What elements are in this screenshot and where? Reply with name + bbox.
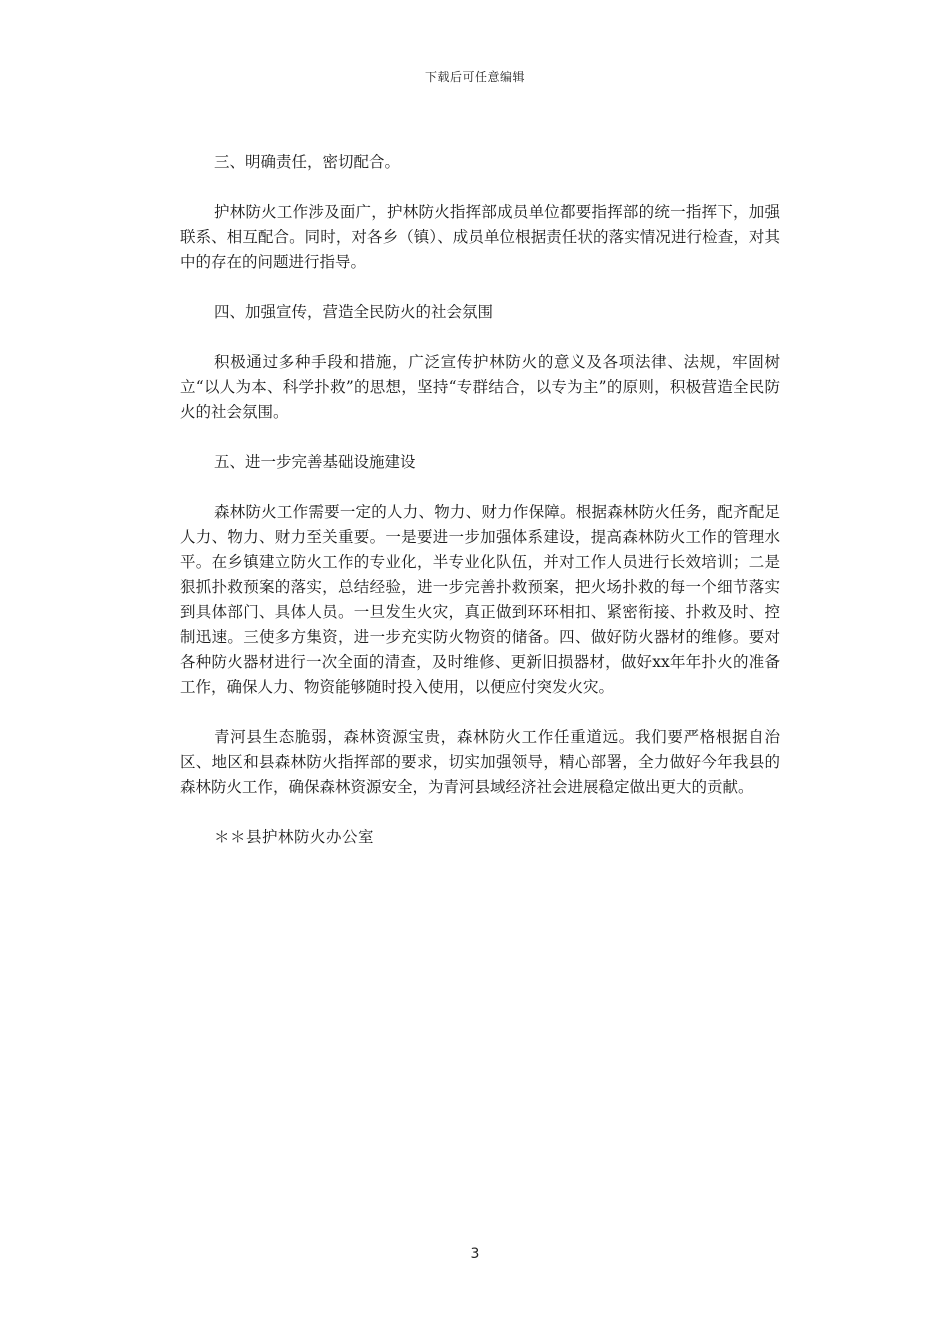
closing-paragraph: 青河县生态脆弱，森林资源宝贵，森林防火工作任重道远。我们要严格根据自治区、地区和县森林防火指挥部的要求，切实加强领导，精心部署，全力做好今年我县的森林防火工作，确保森林资源安全，为青河县域经济社会进展稳定做出更大的贡献。 [180, 728, 780, 796]
signature: ＊＊县护林防火办公室 [214, 828, 375, 846]
page-number: 3 [470, 1246, 480, 1262]
section-heading: 四、加强宣传，营造全民防火的社会氛围 [214, 303, 494, 321]
section-heading: 五、进一步完善基础设施建设 [214, 453, 416, 471]
page-header: 下载后可任意编辑 [424, 70, 525, 84]
document-body [180, 150, 780, 850]
section-heading: 三、明确责任，密切配合。 [214, 153, 401, 171]
section-paragraph: 森林防火工作需要一定的人力、物力、财力作保障。根据森林防火任务，配齐配足人力、物力、财力至关重要。一是要进一步加强体系建设，提高森林防火工作的管理水平。在乡镇建立防火工作的专业化，半专业化队伍，并对工作人员进行长效培训；二是狠抓扑救预案的落实，总结经验，进一步完善扑救预案，把火场扑救的每一个细节落实到具体部门、具体人员。一旦发生火灾，真正做到环环相扣、紧密衔接、扑救及时、控制迅速。三使多方集资，进一步充实防火物资的储备。四、做好防火器材的维修。要对各种防火器材进行一次全面的清查，及时维修、更新旧损器材，做好xx年年扑火的准备工作，确保人力、物资能够随时投入使用，以便应付突发火灾。 [180, 503, 780, 696]
section-paragraph: 积极通过多种手段和措施，广泛宣传护林防火的意义及各项法律、法规，牢固树立“以人为本、科学扑救”的思想，坚持“专群结合，以专为主”的原则，积极营造全民防火的社会氛围。 [180, 353, 780, 421]
section-paragraph: 护林防火工作涉及面广，护林防火指挥部成员单位都要指挥部的统一指挥下，加强联系、相互配合。同时，对各乡（镇）、成员单位根据责任状的落实情况进行检查，对其中的存在的问题进行指导。 [180, 203, 780, 271]
